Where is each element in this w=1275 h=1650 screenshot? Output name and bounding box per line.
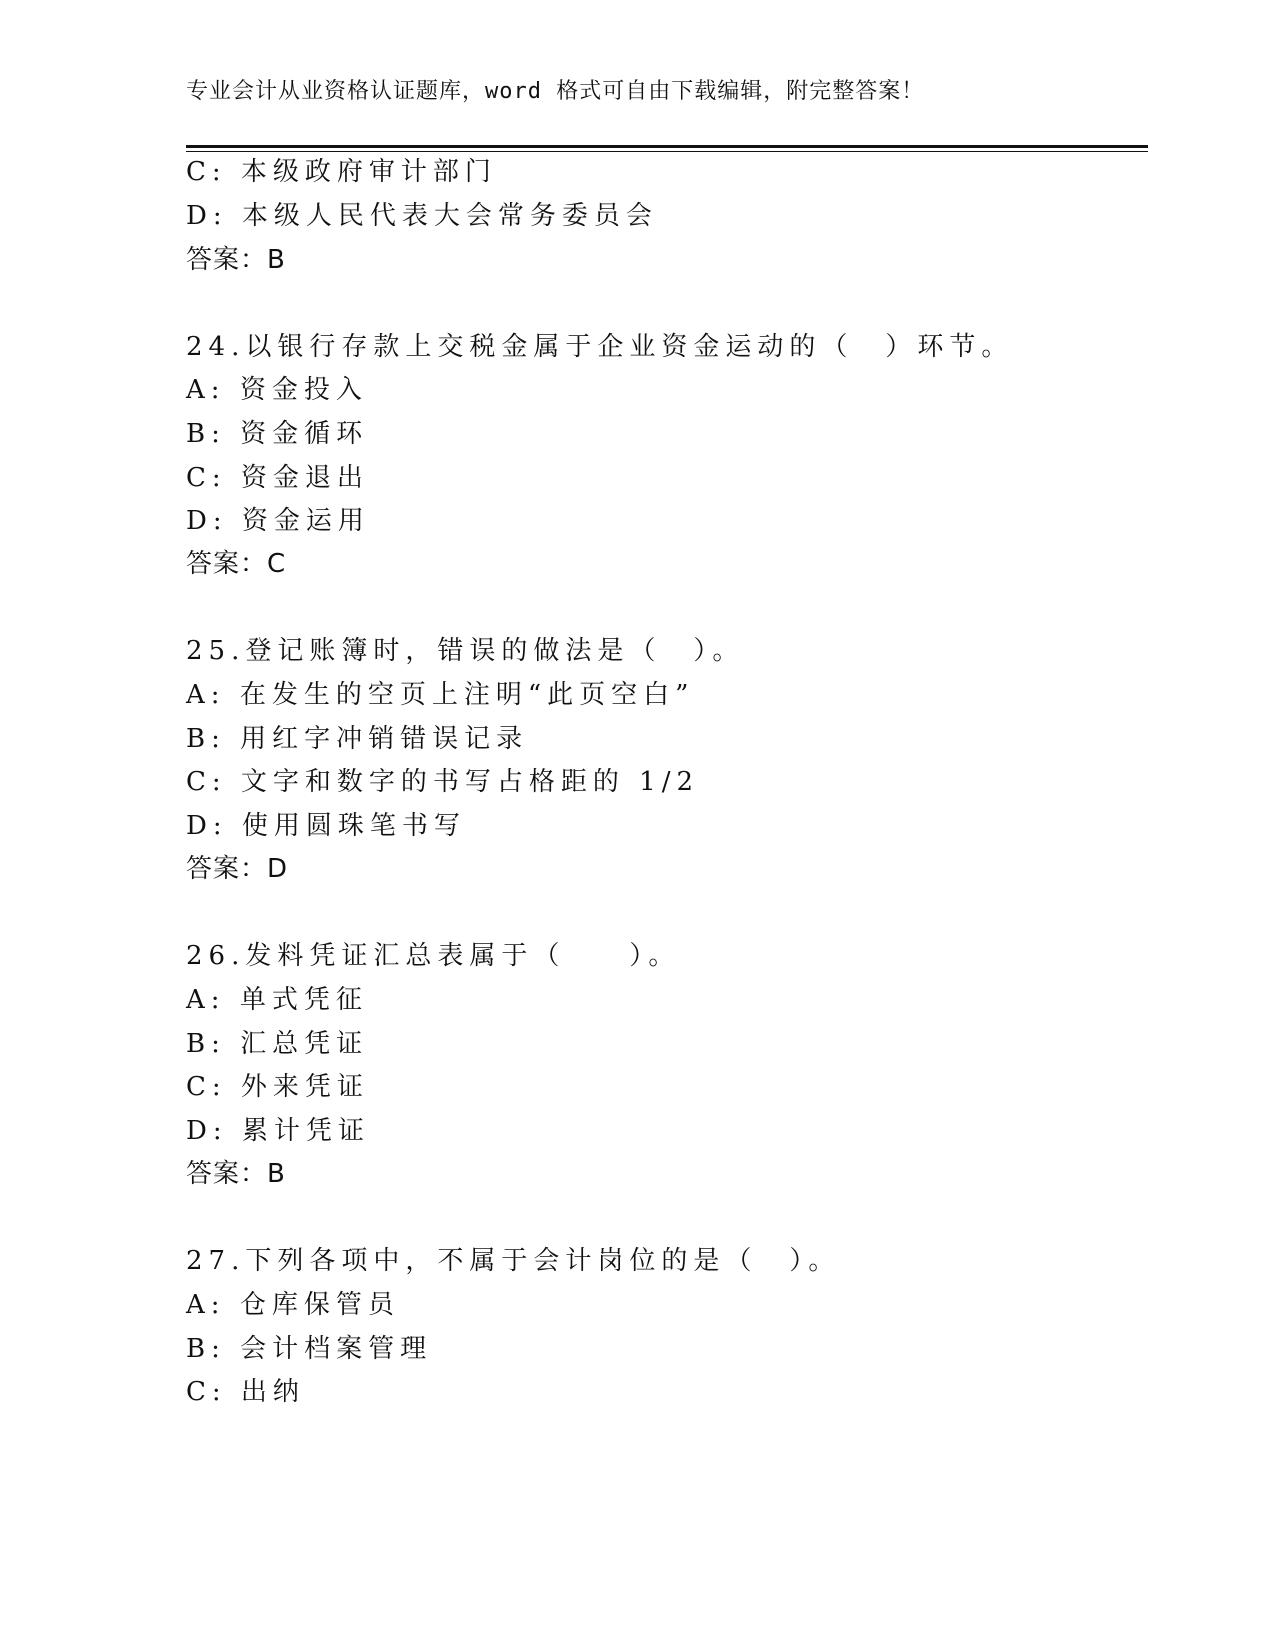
question-stem: 24.以银行存款上交税金属于企业资金运动的（ ）环节。 [186,332,1014,362]
option-line [186,809,466,843]
option-line [186,461,369,495]
option-letter: D: [186,811,228,841]
option-letter: B: [186,1334,226,1364]
answer-line: 答案：B [186,245,286,275]
option-text: 累计凭证 [241,1116,370,1146]
option-letter: D: [186,1116,228,1146]
option-letter: D: [186,506,228,536]
option-line [186,1114,370,1148]
option-line [186,155,497,189]
option-letter: B: [186,724,226,754]
question-stem: 26.发料凭证汇总表属于（ ）。 [186,941,681,971]
option-line [186,722,528,756]
header-rule-thin [186,151,1148,152]
option-text: 出纳 [240,1377,305,1407]
option-letter: C: [186,463,227,493]
option-line [186,504,370,538]
option-text: 资金退出 [240,463,369,493]
option-line [186,1288,400,1322]
option-line [186,373,368,407]
answer-line: 答案：B [186,1159,286,1189]
option-text: 用红字冲销错误记录 [240,724,529,754]
option-letter: C: [186,157,227,187]
option-letter: A: [186,985,226,1015]
option-text: 本级人民代表大会常务委员会 [241,201,658,231]
option-letter: A: [186,680,226,710]
option-text: 汇总凭证 [240,1029,369,1059]
option-letter: B: [186,1029,226,1059]
option-letter: C: [186,1072,227,1102]
option-text: 使用圆珠笔书写 [241,811,466,841]
page-header: 专业会计从业资格认证题库，word 格式可自由下载编辑，附完整答案！ [186,79,925,104]
option-text: 单式凭征 [239,985,368,1015]
answer-line: 答案：C [186,549,287,579]
option-text: 资金运用 [241,506,370,536]
option-text: 资金循环 [240,419,369,449]
option-line [186,1027,368,1061]
option-letter: A: [186,375,226,405]
option-text: 仓库保管员 [239,1290,400,1320]
option-text: 会计档案管理 [240,1334,433,1364]
option-text: 外来凭证 [240,1072,369,1102]
option-letter: C: [186,1377,227,1407]
option-line [186,983,368,1017]
option-line [186,1375,305,1409]
option-line [186,678,694,712]
option-letter: B: [186,419,226,449]
option-text: 在发生的空页上注明“此页空白” [239,680,695,710]
option-line [186,417,368,451]
question-stem: 25.登记账簿时，错误的做法是（ ）。 [186,636,745,666]
option-line [186,1332,432,1366]
option-letter: D: [186,201,228,231]
option-line [186,199,658,233]
question-stem: 27.下列各项中，不属于会计岗位的是（ ）。 [186,1246,841,1276]
option-line [186,765,699,799]
header-rule-thick [186,145,1148,148]
option-letter: A: [186,1290,226,1320]
option-text: 资金投入 [239,375,368,405]
option-text: 本级政府审计部门 [240,157,497,187]
option-letter: C: [186,767,227,797]
option-text: 文字和数字的书写占格距的 1/2 [240,767,700,797]
answer-line: 答案：D [186,854,289,884]
option-line [186,1070,369,1104]
